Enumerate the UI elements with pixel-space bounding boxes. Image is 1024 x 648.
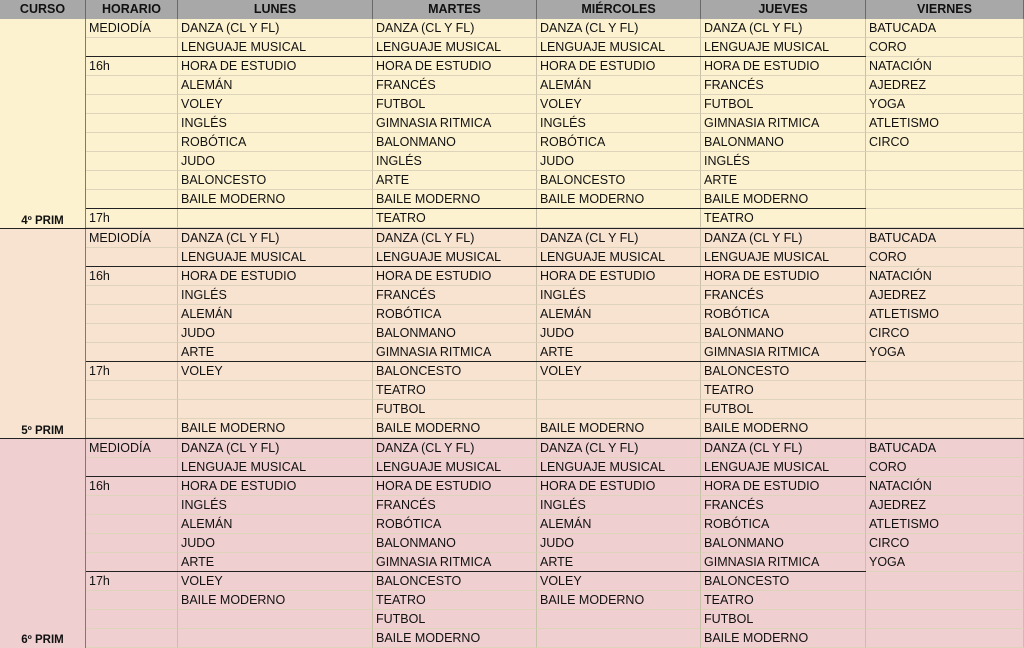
group-divider (86, 266, 866, 267)
cell-horario (86, 534, 178, 553)
cell-lunes: DANZA (CL Y FL) (178, 19, 373, 38)
cell-horario (86, 591, 178, 610)
cell-horario (86, 419, 178, 438)
cell-jueves: BAILE MODERNO (701, 419, 866, 438)
cell-horario (86, 305, 178, 324)
cell-viernes: CORO (866, 458, 1024, 477)
cell-viernes: AJEDREZ (866, 286, 1024, 305)
cell-jueves: DANZA (CL Y FL) (701, 439, 866, 458)
cell-horario (86, 286, 178, 305)
cell-martes: LENGUAJE MUSICAL (373, 458, 537, 477)
cell-martes: FRANCÉS (373, 76, 537, 95)
cell-martes: HORA DE ESTUDIO (373, 57, 537, 76)
cell-lunes: BAILE MODERNO (178, 190, 373, 209)
cell-lunes: BALONCESTO (178, 171, 373, 190)
cell-jueves: TEATRO (701, 209, 866, 228)
cell-jueves: FRANCÉS (701, 286, 866, 305)
cell-jueves: HORA DE ESTUDIO (701, 267, 866, 286)
cell-martes: ROBÓTICA (373, 305, 537, 324)
cell-lunes: ALEMÁN (178, 76, 373, 95)
header-curso: CURSO (0, 0, 86, 19)
cell-martes: ARTE (373, 171, 537, 190)
cell-lunes: JUDO (178, 152, 373, 171)
cell-lunes: DANZA (CL Y FL) (178, 229, 373, 248)
cell-martes: LENGUAJE MUSICAL (373, 38, 537, 57)
cell-martes: FRANCÉS (373, 286, 537, 305)
cell-lunes: BAILE MODERNO (178, 419, 373, 438)
cell-viernes (866, 152, 1024, 171)
cell-jueves: LENGUAJE MUSICAL (701, 38, 866, 57)
cell-jueves: BALONMANO (701, 534, 866, 553)
cell-lunes (178, 629, 373, 648)
cell-miercoles: INGLÉS (537, 496, 701, 515)
cell-martes: BALONCESTO (373, 572, 537, 591)
cell-jueves: HORA DE ESTUDIO (701, 477, 866, 496)
cell-lunes: ARTE (178, 553, 373, 572)
cell-lunes: LENGUAJE MUSICAL (178, 248, 373, 267)
cell-horario (86, 190, 178, 209)
cell-horario (86, 114, 178, 133)
group-divider (86, 208, 866, 209)
cell-miercoles: LENGUAJE MUSICAL (537, 38, 701, 57)
cell-viernes (866, 190, 1024, 209)
cell-lunes: ALEMÁN (178, 305, 373, 324)
cell-horario (86, 515, 178, 534)
cell-jueves: ROBÓTICA (701, 515, 866, 534)
cell-miercoles (537, 381, 701, 400)
cell-jueves: DANZA (CL Y FL) (701, 19, 866, 38)
header-horario: HORARIO (86, 0, 178, 19)
cell-martes: TEATRO (373, 381, 537, 400)
cell-miercoles: ALEMÁN (537, 515, 701, 534)
cell-miercoles: HORA DE ESTUDIO (537, 477, 701, 496)
cell-jueves: FUTBOL (701, 400, 866, 419)
cell-horario (86, 248, 178, 267)
cell-miercoles: BAILE MODERNO (537, 591, 701, 610)
cell-horario (86, 610, 178, 629)
cell-horario (86, 381, 178, 400)
cell-viernes: CIRCO (866, 133, 1024, 152)
cell-lunes: ROBÓTICA (178, 133, 373, 152)
cell-miercoles: JUDO (537, 324, 701, 343)
cell-viernes (866, 362, 1024, 381)
group-divider (86, 476, 866, 477)
curso-cell (0, 19, 86, 229)
cell-jueves: BALONCESTO (701, 362, 866, 381)
cell-horario: MEDIODÍA (86, 229, 178, 248)
cell-horario (86, 458, 178, 477)
cell-horario (86, 324, 178, 343)
cell-martes: TEATRO (373, 591, 537, 610)
cell-martes: BAILE MODERNO (373, 419, 537, 438)
curso-label: 6º PRIM (21, 634, 64, 646)
cell-martes: DANZA (CL Y FL) (373, 229, 537, 248)
cell-miercoles: HORA DE ESTUDIO (537, 267, 701, 286)
cell-lunes: INGLÉS (178, 286, 373, 305)
cell-jueves: GIMNASIA RITMICA (701, 553, 866, 572)
cell-martes: GIMNASIA RITMICA (373, 553, 537, 572)
cell-miercoles (537, 209, 701, 228)
cell-viernes: CORO (866, 38, 1024, 57)
cell-martes: BAILE MODERNO (373, 190, 537, 209)
cell-viernes: BATUCADA (866, 439, 1024, 458)
header-miercoles: MIÉRCOLES (537, 0, 701, 19)
cell-viernes: AJEDREZ (866, 76, 1024, 95)
cell-martes: GIMNASIA RITMICA (373, 343, 537, 362)
cell-miercoles (537, 610, 701, 629)
cell-miercoles: LENGUAJE MUSICAL (537, 248, 701, 267)
cell-miercoles: DANZA (CL Y FL) (537, 439, 701, 458)
cell-horario: 17h (86, 362, 178, 381)
cell-martes: BALONMANO (373, 324, 537, 343)
cell-viernes (866, 209, 1024, 228)
cell-horario (86, 38, 178, 57)
cell-lunes: LENGUAJE MUSICAL (178, 38, 373, 57)
cell-viernes: ATLETISMO (866, 305, 1024, 324)
cell-jueves: BALONMANO (701, 324, 866, 343)
cell-jueves: FRANCÉS (701, 496, 866, 515)
cell-miercoles: ALEMÁN (537, 305, 701, 324)
cell-viernes: YOGA (866, 343, 1024, 362)
cell-horario (86, 95, 178, 114)
curso-cell (0, 439, 86, 648)
cell-viernes (866, 572, 1024, 591)
curso-label: 4º PRIM (21, 215, 64, 227)
cell-martes: DANZA (CL Y FL) (373, 439, 537, 458)
group-divider (86, 571, 866, 572)
cell-lunes: JUDO (178, 324, 373, 343)
cell-horario: MEDIODÍA (86, 439, 178, 458)
cell-martes: FRANCÉS (373, 496, 537, 515)
cell-jueves: HORA DE ESTUDIO (701, 57, 866, 76)
cell-horario: 16h (86, 267, 178, 286)
cell-horario: 16h (86, 57, 178, 76)
cell-viernes: BATUCADA (866, 19, 1024, 38)
cell-jueves: DANZA (CL Y FL) (701, 229, 866, 248)
cell-lunes: HORA DE ESTUDIO (178, 57, 373, 76)
group-divider (86, 361, 866, 362)
cell-miercoles: BALONCESTO (537, 171, 701, 190)
cell-lunes: HORA DE ESTUDIO (178, 477, 373, 496)
header-martes: MARTES (373, 0, 537, 19)
cell-jueves: GIMNASIA RITMICA (701, 343, 866, 362)
cell-miercoles: INGLÉS (537, 114, 701, 133)
cell-martes: BALONMANO (373, 133, 537, 152)
cell-martes: INGLÉS (373, 152, 537, 171)
cell-jueves: ARTE (701, 171, 866, 190)
cell-viernes: CIRCO (866, 324, 1024, 343)
cell-martes: BALONCESTO (373, 362, 537, 381)
cell-horario (86, 76, 178, 95)
header-jueves: JUEVES (701, 0, 866, 19)
cell-viernes: CIRCO (866, 534, 1024, 553)
cell-lunes (178, 610, 373, 629)
header-viernes: VIERNES (866, 0, 1024, 19)
cell-jueves: BALONCESTO (701, 572, 866, 591)
curso-label: 5º PRIM (21, 425, 64, 437)
cell-viernes (866, 591, 1024, 610)
cell-jueves: BAILE MODERNO (701, 190, 866, 209)
cell-miercoles: ALEMÁN (537, 76, 701, 95)
cell-horario (86, 171, 178, 190)
cell-miercoles: ARTE (537, 553, 701, 572)
cell-jueves: FUTBOL (701, 610, 866, 629)
cell-jueves: INGLÉS (701, 152, 866, 171)
cell-lunes: VOLEY (178, 572, 373, 591)
cell-viernes: ATLETISMO (866, 515, 1024, 534)
cell-martes: DANZA (CL Y FL) (373, 19, 537, 38)
cell-miercoles: DANZA (CL Y FL) (537, 229, 701, 248)
cell-viernes: NATACIÓN (866, 477, 1024, 496)
cell-jueves: BAILE MODERNO (701, 629, 866, 648)
cell-miercoles (537, 629, 701, 648)
cell-horario: MEDIODÍA (86, 19, 178, 38)
cell-martes: HORA DE ESTUDIO (373, 477, 537, 496)
cell-lunes: VOLEY (178, 362, 373, 381)
cell-martes: FUTBOL (373, 95, 537, 114)
cell-lunes (178, 381, 373, 400)
cell-miercoles: ARTE (537, 343, 701, 362)
cell-miercoles: VOLEY (537, 572, 701, 591)
cell-miercoles: DANZA (CL Y FL) (537, 19, 701, 38)
cell-martes: FUTBOL (373, 610, 537, 629)
cell-lunes: INGLÉS (178, 496, 373, 515)
cell-lunes (178, 400, 373, 419)
cell-horario (86, 400, 178, 419)
cell-miercoles: LENGUAJE MUSICAL (537, 458, 701, 477)
cell-viernes: ATLETISMO (866, 114, 1024, 133)
cell-miercoles: BAILE MODERNO (537, 190, 701, 209)
cell-viernes: YOGA (866, 95, 1024, 114)
cell-viernes (866, 610, 1024, 629)
cell-jueves: TEATRO (701, 591, 866, 610)
cell-lunes: LENGUAJE MUSICAL (178, 458, 373, 477)
cell-miercoles: JUDO (537, 534, 701, 553)
cell-horario (86, 343, 178, 362)
cell-horario: 16h (86, 477, 178, 496)
cell-lunes: ARTE (178, 343, 373, 362)
cell-lunes (178, 209, 373, 228)
cell-martes: BALONMANO (373, 534, 537, 553)
cell-viernes (866, 381, 1024, 400)
cell-horario (86, 629, 178, 648)
cell-jueves: LENGUAJE MUSICAL (701, 458, 866, 477)
cell-jueves: GIMNASIA RITMICA (701, 114, 866, 133)
cell-jueves: BALONMANO (701, 133, 866, 152)
cell-lunes: HORA DE ESTUDIO (178, 267, 373, 286)
cell-miercoles (537, 400, 701, 419)
cell-viernes (866, 419, 1024, 438)
cell-miercoles: VOLEY (537, 95, 701, 114)
cell-viernes (866, 400, 1024, 419)
cell-miercoles: HORA DE ESTUDIO (537, 57, 701, 76)
cell-viernes: YOGA (866, 553, 1024, 572)
cell-miercoles: BAILE MODERNO (537, 419, 701, 438)
cell-martes: ROBÓTICA (373, 515, 537, 534)
cell-horario: 17h (86, 209, 178, 228)
cell-viernes: BATUCADA (866, 229, 1024, 248)
cell-jueves: LENGUAJE MUSICAL (701, 248, 866, 267)
cell-miercoles: JUDO (537, 152, 701, 171)
cell-martes: HORA DE ESTUDIO (373, 267, 537, 286)
cell-miercoles: ROBÓTICA (537, 133, 701, 152)
cell-lunes: ALEMÁN (178, 515, 373, 534)
cell-jueves: FRANCÉS (701, 76, 866, 95)
cell-miercoles: INGLÉS (537, 286, 701, 305)
cell-horario (86, 152, 178, 171)
cell-lunes: DANZA (CL Y FL) (178, 439, 373, 458)
cell-jueves: TEATRO (701, 381, 866, 400)
cell-martes: FUTBOL (373, 400, 537, 419)
cell-lunes: INGLÉS (178, 114, 373, 133)
group-divider (86, 56, 866, 57)
cell-martes: LENGUAJE MUSICAL (373, 248, 537, 267)
cell-viernes: CORO (866, 248, 1024, 267)
cell-martes: TEATRO (373, 209, 537, 228)
cell-lunes: VOLEY (178, 95, 373, 114)
cell-lunes: JUDO (178, 534, 373, 553)
cell-viernes (866, 171, 1024, 190)
cell-lunes: BAILE MODERNO (178, 591, 373, 610)
cell-viernes: NATACIÓN (866, 267, 1024, 286)
cell-jueves: ROBÓTICA (701, 305, 866, 324)
cell-jueves: FUTBOL (701, 95, 866, 114)
cell-viernes: AJEDREZ (866, 496, 1024, 515)
cell-viernes: NATACIÓN (866, 57, 1024, 76)
cell-viernes (866, 629, 1024, 648)
header-lunes: LUNES (178, 0, 373, 19)
cell-miercoles: VOLEY (537, 362, 701, 381)
cell-horario: 17h (86, 572, 178, 591)
cell-horario (86, 133, 178, 152)
cell-martes: GIMNASIA RITMICA (373, 114, 537, 133)
curso-cell (0, 229, 86, 439)
cell-martes: BAILE MODERNO (373, 629, 537, 648)
cell-horario (86, 553, 178, 572)
cell-horario (86, 496, 178, 515)
